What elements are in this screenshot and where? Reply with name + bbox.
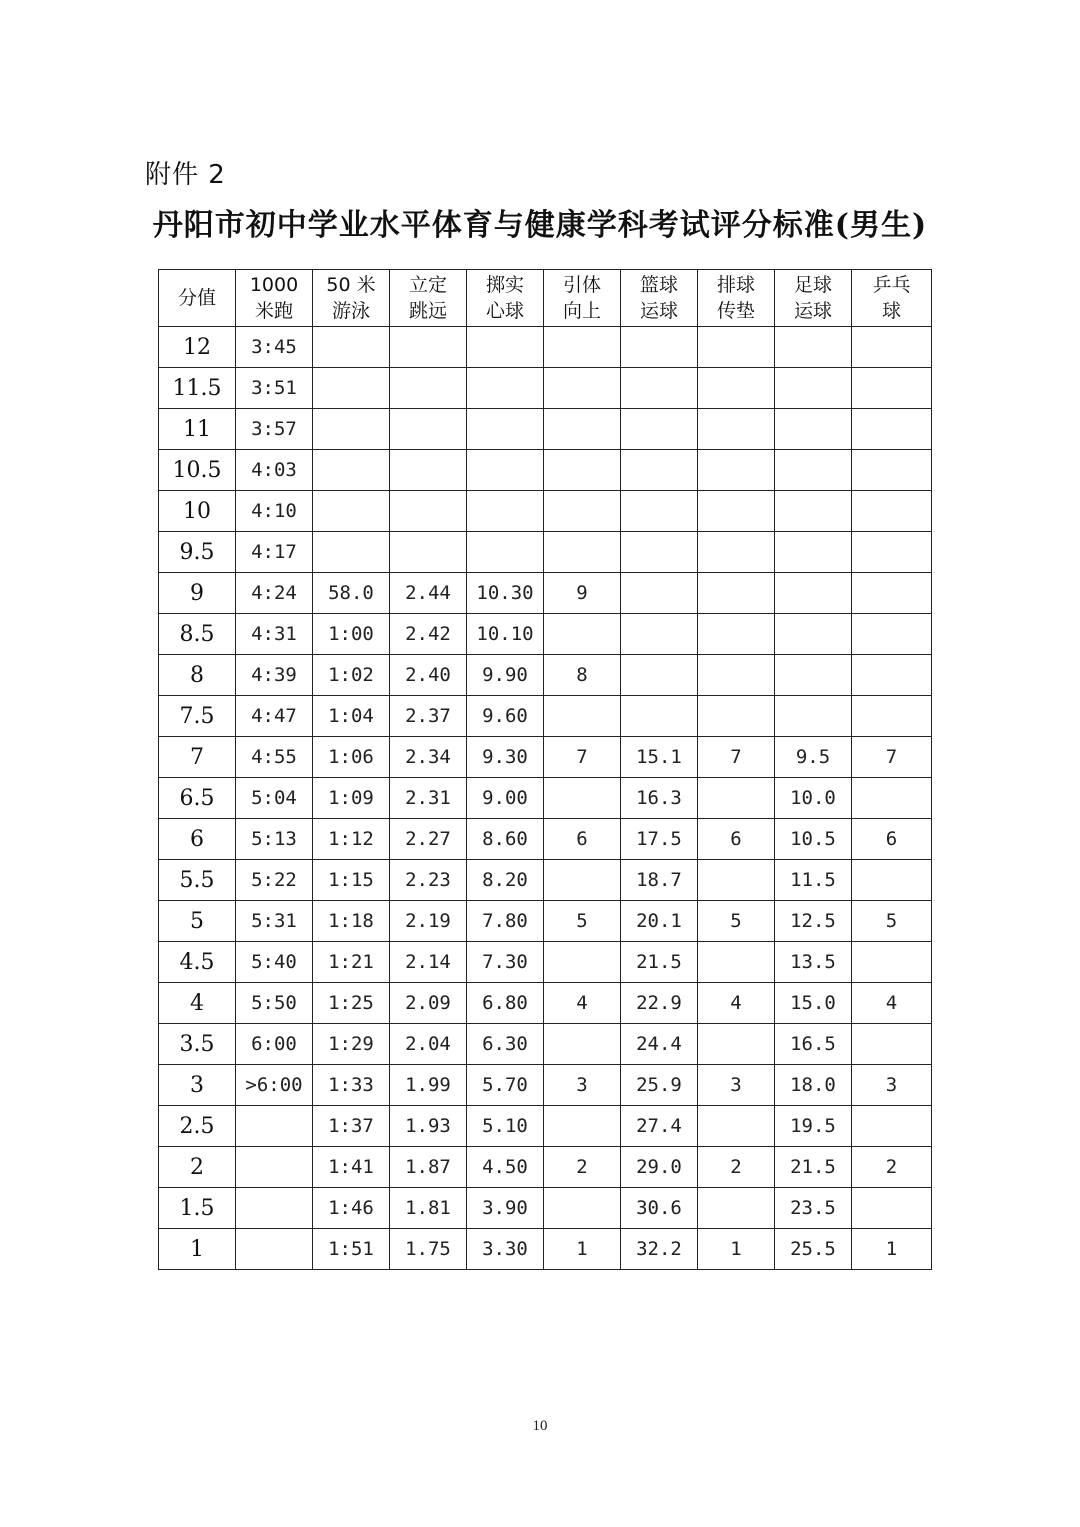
- table-cell: [775, 655, 852, 696]
- score-cell: 9: [159, 573, 236, 614]
- table-cell: 1:04: [313, 696, 390, 737]
- score-cell: 11: [159, 409, 236, 450]
- table-cell: 1:18: [313, 901, 390, 942]
- table-cell: 5:31: [236, 901, 313, 942]
- table-row: [159, 614, 932, 655]
- table-row: [159, 655, 932, 696]
- table-cell: 1: [698, 1229, 775, 1270]
- table-row: [159, 737, 932, 778]
- table-cell: [621, 450, 698, 491]
- table-cell: 2.19: [390, 901, 467, 942]
- table-cell: [313, 409, 390, 450]
- table-cell: [775, 368, 852, 409]
- table-row: [159, 860, 932, 901]
- table-cell: [621, 491, 698, 532]
- table-cell: [698, 532, 775, 573]
- table-cell: 2: [852, 1147, 932, 1188]
- table-cell: 1:00: [313, 614, 390, 655]
- table-cell: [698, 1106, 775, 1147]
- table-cell: [775, 327, 852, 368]
- table-row: [159, 450, 932, 491]
- column-header-line: 足球: [793, 274, 832, 296]
- table-cell: 6: [698, 819, 775, 860]
- table-cell: [775, 614, 852, 655]
- table-cell: [544, 778, 621, 819]
- table-cell: [852, 942, 932, 983]
- table-cell: [467, 327, 544, 368]
- table-cell: 3:51: [236, 368, 313, 409]
- table-cell: [698, 450, 775, 491]
- table-row: [159, 696, 932, 737]
- table-row: [159, 368, 932, 409]
- score-cell: 6.5: [159, 778, 236, 819]
- attachment-label: 附件 2: [145, 160, 226, 190]
- table-cell: 21.5: [775, 1147, 852, 1188]
- column-header-line: 篮球: [639, 274, 678, 296]
- column-header-line: 乒乓: [872, 274, 911, 296]
- score-cell: 3: [159, 1065, 236, 1106]
- table-cell: 1.75: [390, 1229, 467, 1270]
- table-cell: [775, 450, 852, 491]
- table-cell: 4:03: [236, 450, 313, 491]
- table-cell: 1:41: [313, 1147, 390, 1188]
- table-cell: 6: [544, 819, 621, 860]
- table-cell: 21.5: [621, 942, 698, 983]
- column-header-line: 50 米: [326, 274, 376, 296]
- table-cell: 1.81: [390, 1188, 467, 1229]
- score-cell: 6: [159, 819, 236, 860]
- table-cell: 5.70: [467, 1065, 544, 1106]
- table-row: [159, 1065, 932, 1106]
- column-header: [775, 270, 852, 327]
- table-row: [159, 1106, 932, 1147]
- table-cell: [698, 778, 775, 819]
- table-cell: 3.90: [467, 1188, 544, 1229]
- table-cell: 4:39: [236, 655, 313, 696]
- table-cell: 3.30: [467, 1229, 544, 1270]
- table-cell: 4: [544, 983, 621, 1024]
- table-cell: 2: [698, 1147, 775, 1188]
- table-cell: [313, 368, 390, 409]
- table-cell: [621, 409, 698, 450]
- table-cell: [313, 450, 390, 491]
- table-cell: [852, 327, 932, 368]
- column-header-line: 跳远: [408, 300, 447, 322]
- table-cell: 7: [698, 737, 775, 778]
- table-cell: 1.99: [390, 1065, 467, 1106]
- table-cell: [467, 368, 544, 409]
- column-header-line: 游泳: [331, 300, 370, 322]
- table-row: [159, 901, 932, 942]
- column-header: [236, 270, 313, 327]
- table-row: [159, 327, 932, 368]
- column-header-line: 向上: [562, 300, 601, 322]
- table-cell: [544, 1024, 621, 1065]
- table-cell: [852, 778, 932, 819]
- table-cell: 7.30: [467, 942, 544, 983]
- table-cell: [236, 1188, 313, 1229]
- table-cell: [698, 942, 775, 983]
- score-cell: 8: [159, 655, 236, 696]
- table-cell: 7: [852, 737, 932, 778]
- table-cell: 1:37: [313, 1106, 390, 1147]
- table-cell: [544, 491, 621, 532]
- table-cell: [544, 450, 621, 491]
- table-cell: 1:09: [313, 778, 390, 819]
- table-cell: [775, 573, 852, 614]
- table-cell: 16.5: [775, 1024, 852, 1065]
- table-cell: [698, 327, 775, 368]
- table-cell: 1:12: [313, 819, 390, 860]
- score-cell: 4: [159, 983, 236, 1024]
- table-cell: [544, 1106, 621, 1147]
- table-cell: [775, 409, 852, 450]
- column-header-line: 引体: [562, 274, 601, 296]
- table-cell: 2: [544, 1147, 621, 1188]
- column-header-line: 运球: [639, 300, 678, 322]
- table-cell: 1:33: [313, 1065, 390, 1106]
- table-cell: 5:13: [236, 819, 313, 860]
- table-cell: 2.31: [390, 778, 467, 819]
- table-cell: [621, 368, 698, 409]
- table-cell: 9.00: [467, 778, 544, 819]
- score-cell: 1: [159, 1229, 236, 1270]
- score-cell: 8.5: [159, 614, 236, 655]
- table-cell: [544, 368, 621, 409]
- score-cell: 4.5: [159, 942, 236, 983]
- table-cell: [390, 491, 467, 532]
- table-cell: 24.4: [621, 1024, 698, 1065]
- table-cell: 3:57: [236, 409, 313, 450]
- column-header-line: 传垫: [716, 300, 755, 322]
- table-cell: 17.5: [621, 819, 698, 860]
- table-cell: 4: [852, 983, 932, 1024]
- table-cell: 18.7: [621, 860, 698, 901]
- table-cell: [621, 614, 698, 655]
- column-header: [159, 270, 236, 327]
- table-cell: 5:22: [236, 860, 313, 901]
- table-header-row: [159, 270, 932, 327]
- table-cell: 1:46: [313, 1188, 390, 1229]
- score-cell: 5: [159, 901, 236, 942]
- table-cell: 1:21: [313, 942, 390, 983]
- table-cell: 2.34: [390, 737, 467, 778]
- table-cell: 7: [544, 737, 621, 778]
- table-cell: 2.09: [390, 983, 467, 1024]
- table-cell: 1: [852, 1229, 932, 1270]
- table-cell: [698, 573, 775, 614]
- table-cell: [544, 1188, 621, 1229]
- table-cell: [852, 573, 932, 614]
- table-cell: 9.90: [467, 655, 544, 696]
- table-body: [159, 327, 932, 1270]
- table-cell: 2.44: [390, 573, 467, 614]
- table-cell: [698, 1024, 775, 1065]
- table-cell: 11.5: [775, 860, 852, 901]
- column-header-line: 运球: [793, 300, 832, 322]
- table-cell: 6.80: [467, 983, 544, 1024]
- table-row: [159, 1024, 932, 1065]
- table-cell: 5: [698, 901, 775, 942]
- table-cell: [236, 1229, 313, 1270]
- table-cell: 5:04: [236, 778, 313, 819]
- table-cell: [852, 1188, 932, 1229]
- document-title: 丹阳市初中学业水平体育与健康学科考试评分标准(男生): [152, 208, 928, 243]
- table-cell: [775, 491, 852, 532]
- table-cell: [390, 327, 467, 368]
- table-cell: [698, 491, 775, 532]
- table-cell: 1:15: [313, 860, 390, 901]
- table-row: [159, 491, 932, 532]
- column-header: [313, 270, 390, 327]
- table-cell: 20.1: [621, 901, 698, 942]
- table-cell: [621, 573, 698, 614]
- table-cell: 4:17: [236, 532, 313, 573]
- table-cell: [467, 532, 544, 573]
- table-cell: [544, 532, 621, 573]
- score-cell: 3.5: [159, 1024, 236, 1065]
- table-cell: [544, 614, 621, 655]
- table-cell: [852, 532, 932, 573]
- table-cell: [390, 368, 467, 409]
- table-cell: 4:31: [236, 614, 313, 655]
- table-row: [159, 1188, 932, 1229]
- table-cell: 1.87: [390, 1147, 467, 1188]
- score-cell: 9.5: [159, 532, 236, 573]
- table-cell: 1.93: [390, 1106, 467, 1147]
- score-cell: 10.5: [159, 450, 236, 491]
- column-header-line: 排球: [716, 274, 755, 296]
- table-cell: [698, 368, 775, 409]
- table-cell: 5: [852, 901, 932, 942]
- table-cell: [852, 614, 932, 655]
- table-cell: [852, 491, 932, 532]
- table-cell: 15.1: [621, 737, 698, 778]
- table-cell: [852, 1106, 932, 1147]
- table-cell: [852, 860, 932, 901]
- table-cell: 4:24: [236, 573, 313, 614]
- score-cell: 5.5: [159, 860, 236, 901]
- table-cell: [467, 450, 544, 491]
- table-cell: [852, 368, 932, 409]
- table-cell: 1:06: [313, 737, 390, 778]
- table-cell: 3:45: [236, 327, 313, 368]
- table-cell: [236, 1147, 313, 1188]
- table-row: [159, 532, 932, 573]
- table-cell: [621, 327, 698, 368]
- table-cell: 1:02: [313, 655, 390, 696]
- table-cell: 6: [852, 819, 932, 860]
- score-cell: 1.5: [159, 1188, 236, 1229]
- table-row: [159, 1229, 932, 1270]
- column-header-line: 分值: [177, 287, 216, 309]
- table-cell: 22.9: [621, 983, 698, 1024]
- table-cell: 2.40: [390, 655, 467, 696]
- table-cell: 3: [698, 1065, 775, 1106]
- table-cell: 4.50: [467, 1147, 544, 1188]
- score-cell: 7: [159, 737, 236, 778]
- table-cell: 10.0: [775, 778, 852, 819]
- table-cell: [852, 1024, 932, 1065]
- table-cell: [313, 327, 390, 368]
- table-row: [159, 819, 932, 860]
- table-cell: [467, 491, 544, 532]
- table-row: [159, 1147, 932, 1188]
- table-row: [159, 983, 932, 1024]
- column-header-line: 心球: [485, 300, 524, 322]
- table-cell: 29.0: [621, 1147, 698, 1188]
- table-cell: [852, 655, 932, 696]
- table-cell: 2.27: [390, 819, 467, 860]
- table-cell: [390, 532, 467, 573]
- table-cell: 2.42: [390, 614, 467, 655]
- table-cell: [313, 532, 390, 573]
- table-cell: [390, 450, 467, 491]
- table-cell: 6.30: [467, 1024, 544, 1065]
- table-cell: 7.80: [467, 901, 544, 942]
- table-cell: [313, 491, 390, 532]
- table-cell: 32.2: [621, 1229, 698, 1270]
- column-header: [390, 270, 467, 327]
- table-cell: 10.30: [467, 573, 544, 614]
- table-cell: [775, 532, 852, 573]
- table-cell: 2.04: [390, 1024, 467, 1065]
- table-cell: 8: [544, 655, 621, 696]
- table-cell: 27.4: [621, 1106, 698, 1147]
- table-cell: [852, 409, 932, 450]
- page-number: 10: [532, 1418, 548, 1434]
- column-header: [698, 270, 775, 327]
- table-cell: [698, 696, 775, 737]
- table-cell: 9: [544, 573, 621, 614]
- table-cell: [390, 409, 467, 450]
- table-cell: 2.37: [390, 696, 467, 737]
- table-cell: 12.5: [775, 901, 852, 942]
- table-cell: 19.5: [775, 1106, 852, 1147]
- score-cell: 2.5: [159, 1106, 236, 1147]
- table-cell: [698, 655, 775, 696]
- score-cell: 12: [159, 327, 236, 368]
- table-cell: 2.23: [390, 860, 467, 901]
- column-header: [544, 270, 621, 327]
- table-cell: [698, 409, 775, 450]
- table-cell: [852, 450, 932, 491]
- table-cell: 3: [852, 1065, 932, 1106]
- table-cell: 13.5: [775, 942, 852, 983]
- table-row: [159, 778, 932, 819]
- table-cell: 18.0: [775, 1065, 852, 1106]
- table-cell: [698, 1188, 775, 1229]
- table-cell: 10.10: [467, 614, 544, 655]
- table-cell: 1:51: [313, 1229, 390, 1270]
- table-cell: [775, 696, 852, 737]
- table-cell: 4:10: [236, 491, 313, 532]
- table-row: [159, 942, 932, 983]
- table-cell: 5:40: [236, 942, 313, 983]
- table-cell: 5: [544, 901, 621, 942]
- column-header: [621, 270, 698, 327]
- table-cell: 4:55: [236, 737, 313, 778]
- table-cell: [236, 1106, 313, 1147]
- table-cell: 4: [698, 983, 775, 1024]
- table-cell: [698, 860, 775, 901]
- table-cell: 1:29: [313, 1024, 390, 1065]
- column-header-line: 米跑: [254, 300, 293, 322]
- table-cell: [621, 532, 698, 573]
- table-cell: 4:47: [236, 696, 313, 737]
- table-cell: 16.3: [621, 778, 698, 819]
- table-cell: [698, 614, 775, 655]
- score-cell: 7.5: [159, 696, 236, 737]
- table-cell: 5:50: [236, 983, 313, 1024]
- table-cell: 1:25: [313, 983, 390, 1024]
- table-cell: [621, 655, 698, 696]
- table-cell: 9.30: [467, 737, 544, 778]
- table-cell: 23.5: [775, 1188, 852, 1229]
- table-cell: 25.9: [621, 1065, 698, 1106]
- table-cell: 30.6: [621, 1188, 698, 1229]
- table-cell: [544, 409, 621, 450]
- table-cell: 15.0: [775, 983, 852, 1024]
- column-header-line: 立定: [408, 274, 447, 296]
- table-cell: 10.5: [775, 819, 852, 860]
- score-cell: 10: [159, 491, 236, 532]
- column-header: [467, 270, 544, 327]
- table-cell: [467, 409, 544, 450]
- table-cell: 25.5: [775, 1229, 852, 1270]
- table-cell: 3: [544, 1065, 621, 1106]
- column-header-line: 1000: [249, 274, 299, 296]
- table-cell: [544, 327, 621, 368]
- table-cell: 5.10: [467, 1106, 544, 1147]
- table-cell: [544, 696, 621, 737]
- table-row: [159, 409, 932, 450]
- column-header: [852, 270, 932, 327]
- table-cell: 58.0: [313, 573, 390, 614]
- table-cell: 9.5: [775, 737, 852, 778]
- table-cell: [621, 696, 698, 737]
- column-header-line: 掷实: [485, 274, 524, 296]
- table-cell: 8.60: [467, 819, 544, 860]
- column-header-line: 球: [881, 300, 901, 322]
- table-cell: [544, 942, 621, 983]
- table-cell: 2.14: [390, 942, 467, 983]
- table-cell: 9.60: [467, 696, 544, 737]
- scoring-standard-table: [158, 269, 932, 1270]
- score-cell: 11.5: [159, 368, 236, 409]
- score-cell: 2: [159, 1147, 236, 1188]
- table-row: [159, 573, 932, 614]
- table-cell: [544, 860, 621, 901]
- table-cell: >6:00: [236, 1065, 313, 1106]
- table-cell: 6:00: [236, 1024, 313, 1065]
- table-cell: 8.20: [467, 860, 544, 901]
- table-cell: [852, 696, 932, 737]
- table-cell: 1: [544, 1229, 621, 1270]
